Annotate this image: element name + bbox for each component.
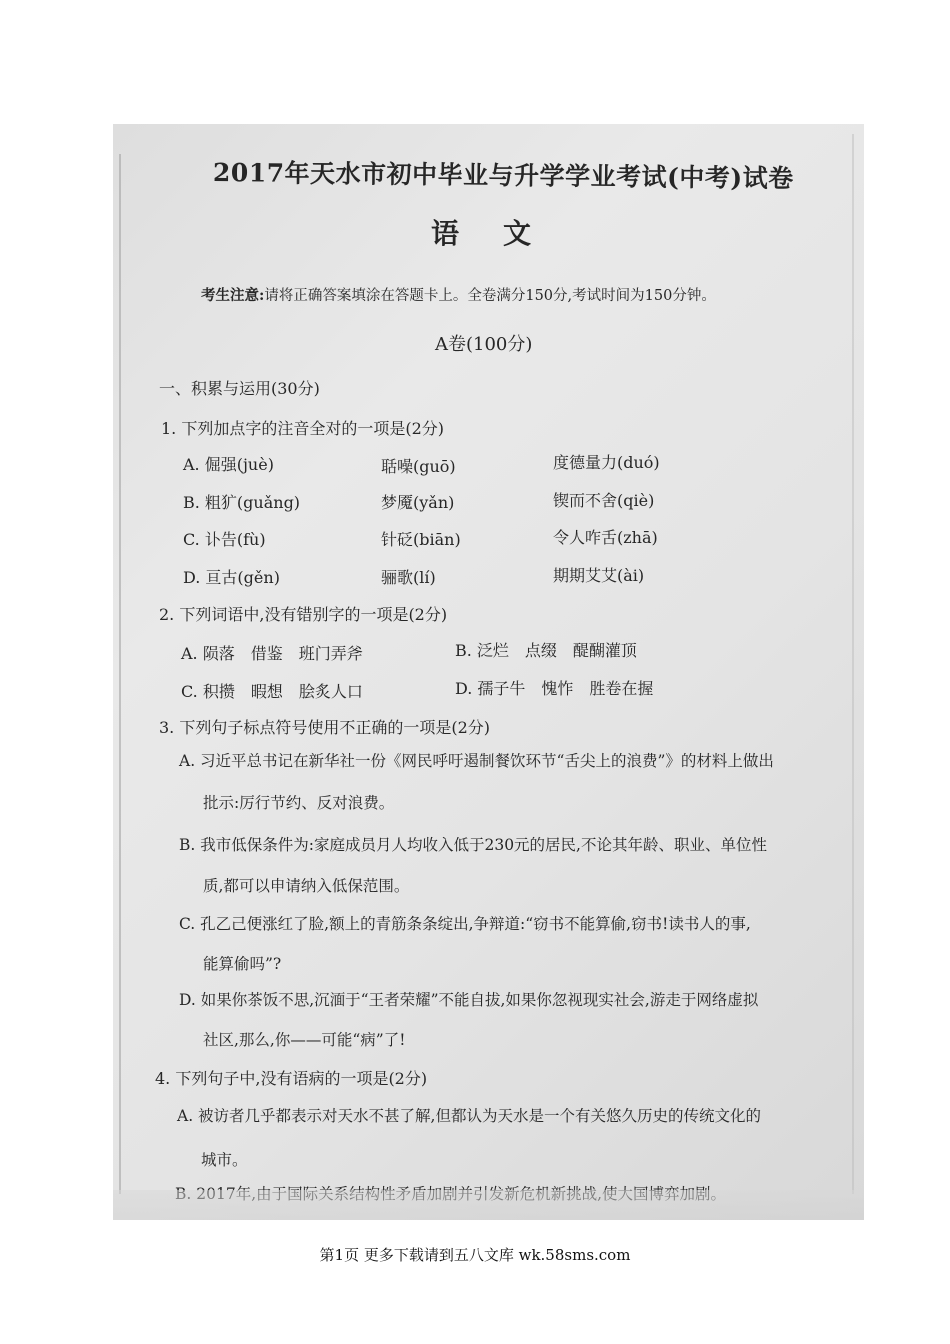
q2-option-d: D. 孺子牛 愧怍 胜卷在握	[455, 679, 654, 698]
q1-d-3: 期期艾艾(ài)	[553, 566, 645, 585]
q3-option-d-line1: D. 如果你茶饭不思,沉湎于“王者荣耀”不能自拔,如果你忽视现实社会,游走于网络虚拟	[179, 991, 759, 1009]
q3-option-a-line2: 批示:厉行节约、反对浪费。	[203, 794, 395, 812]
q1-b-2: 梦魇(yǎn)	[381, 493, 455, 512]
q3-option-d-line2: 社区,那么,你——可能“病”了!	[203, 1031, 406, 1049]
page-footer: 第1页 更多下载请到五八文库 wk.58sms.com	[319, 1246, 631, 1264]
q3-option-a-line1: A. 习近平总书记在新华社一份《网民呼吁遏制餐饮环节“舌尖上的浪费”》的材料上做出	[179, 752, 774, 770]
paper-edge-left	[119, 154, 121, 1194]
q2-option-c: C. 积攒 暇想 脍炙人口	[181, 682, 363, 701]
notice-text: 请将正确答案填涂在答题卡上。全卷满分150分,考试时间为150分钟。	[264, 288, 716, 304]
q3-option-c-line1: C. 孔乙己便涨红了脸,额上的青筋条条绽出,争辩道:“窃书不能算偷,窃书!读书人的事,	[179, 915, 751, 933]
q2-option-b: B. 泛烂 点缀 醍醐灌顶	[455, 641, 637, 660]
paper-edge-right	[852, 134, 854, 1194]
q1-c-3: 令人咋舌(zhā)	[553, 528, 658, 547]
section-a-heading: A卷(100分)	[435, 334, 533, 355]
q2-option-a: A. 陨落 借鉴 班门弄斧	[181, 644, 363, 663]
q1-a-2: 聒噪(guō)	[381, 457, 456, 476]
exam-notice	[201, 284, 716, 305]
q4-option-a-line2: 城市。	[201, 1151, 248, 1169]
q1-d-1: D. 亘古(gěn)	[183, 568, 280, 587]
q1-stem: 1. 下列加点字的注音全对的一项是(2分)	[161, 419, 445, 438]
q4-option-a-line1: A. 被访者几乎都表示对天水不甚了解,但都认为天水是一个有关悠久历史的传统文化的	[177, 1107, 761, 1125]
q1-c-1: C. 讣告(fù)	[183, 530, 266, 549]
q3-option-b-line2: 质,都可以申请纳入低保范围。	[203, 877, 410, 895]
q1-a-3: 度德量力(duó)	[553, 453, 660, 472]
q1-a-1: A. 倔强(juè)	[183, 455, 274, 474]
scanned-exam-photo	[113, 124, 864, 1220]
q3-option-b-line1: B. 我市低保条件为:家庭成员月人均收入低于230元的居民,不论其年龄、职业、单位性	[179, 836, 767, 854]
q1-b-1: B. 粗犷(guǎng)	[183, 493, 301, 512]
q1-d-2: 骊歌(lí)	[381, 568, 436, 587]
exam-subject: 语文	[431, 217, 576, 250]
exam-title: 2017年天水市初中毕业与升学学业考试(中考)试卷	[212, 157, 794, 194]
photo-bottom-shadow	[113, 1190, 864, 1220]
notice-label: 考生注意:	[201, 287, 265, 304]
q1-b-3: 锲而不舍(qiè)	[553, 491, 655, 510]
part1-heading: 一、积累与运用(30分)	[159, 379, 320, 398]
q2-stem: 2. 下列词语中,没有错别字的一项是(2分)	[159, 605, 448, 624]
q3-stem: 3. 下列句子标点符号使用不正确的一项是(2分)	[159, 718, 491, 737]
q3-option-c-line2: 能算偷吗”?	[203, 955, 282, 973]
q4-stem: 4. 下列句子中,没有语病的一项是(2分)	[155, 1069, 428, 1088]
q1-c-2: 针砭(biān)	[381, 530, 461, 549]
